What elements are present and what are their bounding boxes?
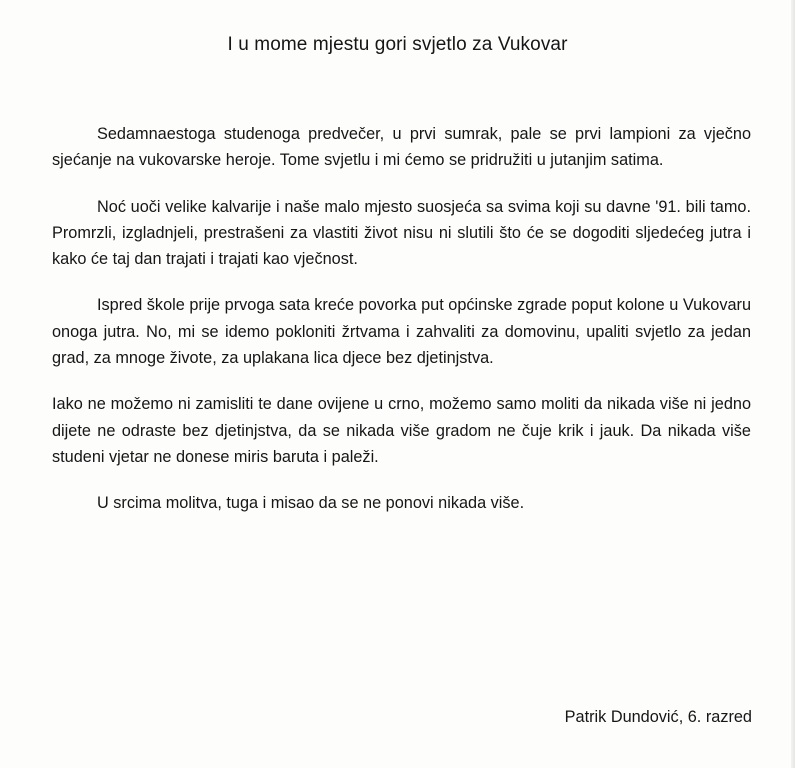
document-body (52, 121, 751, 537)
paragraph: U srcima molitva, tuga i misao da se ne ponovi nikada više. (97, 494, 525, 513)
page-edge-shadow (791, 0, 795, 768)
paragraph: Noć uoči velike kalvarije i naše malo mjesto suosjeća sa svima koji su davne '91. bili tamo. Promrzli, izgladnjeli, prestrašeni za vlastiti život nisu ni slutili što će se dogoditi sljedećeg jutra i kako će taj dan trajati i trajati kao vječnost. (52, 197, 751, 269)
document-title: I u mome mjestu gori svjetlo za Vukovar (227, 34, 568, 55)
author-signature: Patrik Dundović, 6. razred (564, 708, 752, 726)
paragraph: Ispred škole prije prvoga sata kreće povorka put općinske zgrade poput kolone u Vukovaru onoga jutra. No, mi se idemo pokloniti žrtvama i zahvaliti za domovinu, upaliti svjetlo za jedan grad, za mnoge živote, za uplakana lica djece bez djetinjstva. (52, 296, 751, 368)
paragraph: Sedamnaestoga studenoga predvečer, u prvi sumrak, pale se prvi lampioni za vječno sjećanje na vukovarske heroje. Tome svjetlu i mi ćemo se pridružiti u jutanjim satima. (52, 125, 751, 170)
paragraph: Iako ne možemo ni zamisliti te dane ovijene u crno, možemo samo moliti da nikada više ni jedno dijete ne odraste bez djetinjstva, da se nikada više gradom ne čuje krik i jauk. Da nikada više studeni vjetar ne donese miris baruta i paleži. (52, 395, 751, 466)
